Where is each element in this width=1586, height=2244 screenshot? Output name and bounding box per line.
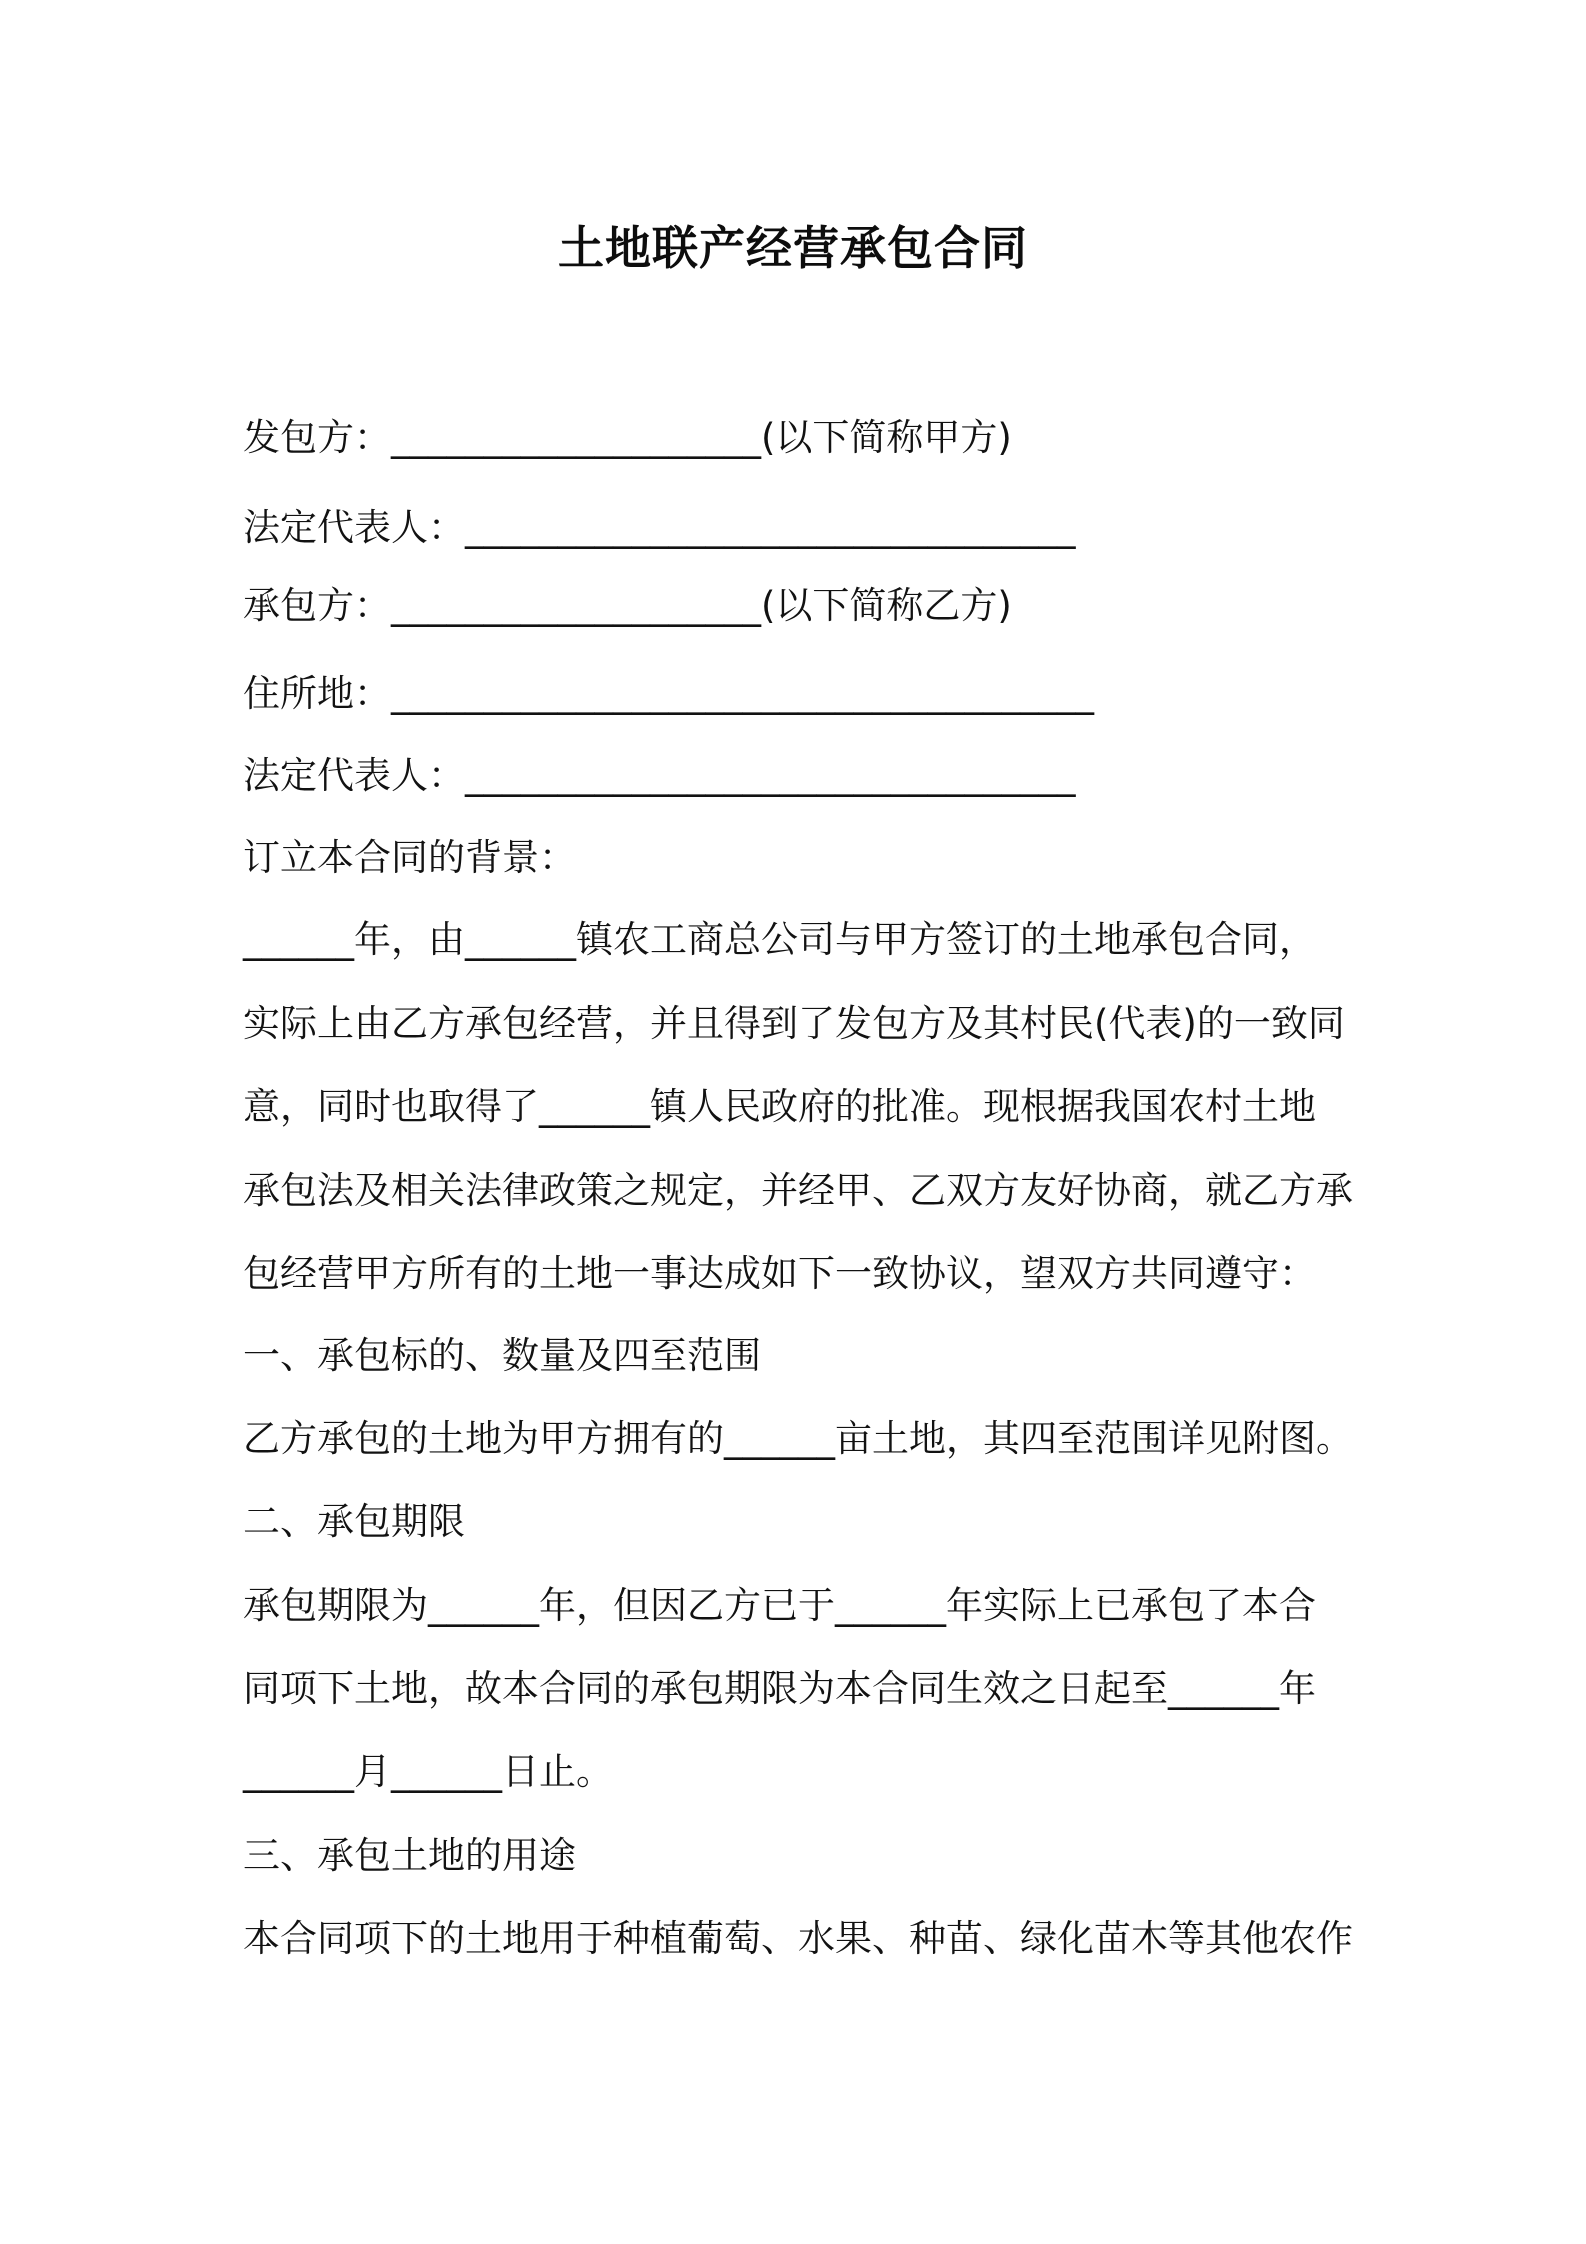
section-3-paragraph-line: 本合同项下的土地用于种植葡萄、水果、种苗、绿化苗木等其他农作 bbox=[243, 1917, 1353, 1960]
section-1-heading: 一、承包标的、数量及四至范围 bbox=[243, 1334, 761, 1377]
document-title: 土地联产经营承包合同 bbox=[558, 221, 1028, 275]
party-a-legal-rep-line: 法定代表人：_________________________________ bbox=[243, 506, 1076, 549]
party-b-legal-rep-line: 法定代表人：_________________________________ bbox=[243, 754, 1076, 797]
background-paragraph-line: 实际上由乙方承包经营，并且得到了发包方及其村民(代表)的一致同 bbox=[243, 1002, 1345, 1045]
background-paragraph-line: 承包法及相关法律政策之规定，并经甲、乙双方友好协商，就乙方承 bbox=[243, 1169, 1353, 1212]
section-2-paragraph-line: 同项下土地，故本合同的承包期限为本合同生效之日起至______年 bbox=[243, 1667, 1316, 1710]
section-2-paragraph-line: ______月______日止。 bbox=[243, 1750, 613, 1793]
section-2-heading: 二、承包期限 bbox=[243, 1500, 465, 1543]
party-b-address-line: 住所地：______________________________________ bbox=[243, 672, 1094, 715]
background-paragraph-line: ______年，由______镇农工商总公司与甲方签订的土地承包合同， bbox=[243, 918, 1316, 961]
background-paragraph-line: 意，同时也取得了______镇人民政府的批准。现根据我国农村土地 bbox=[243, 1085, 1316, 1128]
background-paragraph-line: 包经营甲方所有的土地一事达成如下一致协议，望双方共同遵守： bbox=[243, 1252, 1316, 1295]
section-2-paragraph-line: 承包期限为______年，但因乙方已于______年实际上已承包了本合 bbox=[243, 1584, 1316, 1627]
section-3-heading: 三、承包土地的用途 bbox=[243, 1834, 576, 1877]
section-1-paragraph-line: 乙方承包的土地为甲方拥有的______亩土地，其四至范围详见附图。 bbox=[243, 1417, 1353, 1460]
party-b-line: 承包方：____________________(以下简称乙方) bbox=[243, 584, 1012, 627]
background-heading: 订立本合同的背景： bbox=[243, 836, 576, 879]
party-a-line: 发包方：____________________(以下简称甲方) bbox=[243, 416, 1012, 459]
